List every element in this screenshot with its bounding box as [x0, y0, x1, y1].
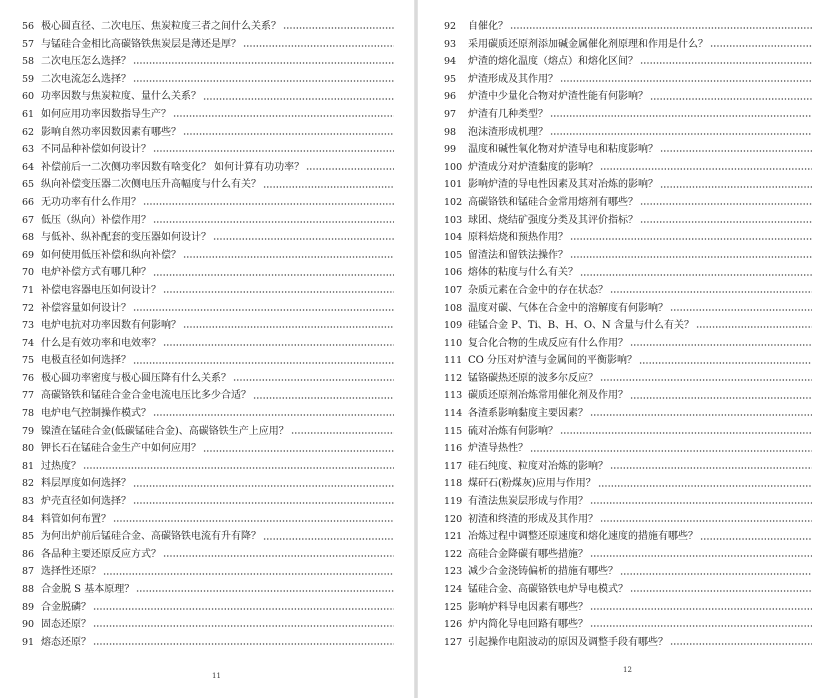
dot-leader — [570, 256, 812, 258]
toc-entry-number: 98 — [444, 126, 457, 138]
toc-entry-title: 合金脱 S 基本原理？ — [41, 584, 135, 595]
dot-leader — [93, 608, 394, 610]
toc-entry[interactable] — [22, 528, 394, 546]
dot-leader — [133, 62, 394, 64]
toc-entry[interactable] — [22, 581, 394, 599]
dot-leader — [590, 502, 812, 504]
toc-entry-title: 电极直径如何选择？ — [41, 355, 131, 367]
toc-entry-number: 82 — [22, 478, 35, 490]
dot-leader — [163, 344, 394, 346]
dot-leader — [253, 397, 394, 399]
toc-entry-number: 116 — [444, 443, 463, 455]
toc-entry-number: 96 — [444, 91, 457, 103]
dot-leader — [630, 590, 812, 592]
toc-entry[interactable] — [444, 335, 812, 353]
dot-leader — [610, 467, 812, 469]
toc-entry[interactable] — [444, 247, 812, 265]
toc-entry-title: CO 分压对炉渣与金属间的平衡影响？ — [468, 355, 638, 367]
toc-entry-number: 76 — [22, 372, 35, 384]
toc-entry[interactable] — [444, 634, 812, 652]
dot-leader — [133, 362, 394, 364]
table-of-contents-right — [444, 18, 812, 651]
dot-leader — [660, 150, 812, 152]
toc-entry[interactable] — [22, 18, 394, 36]
toc-entry-title: 选择性还原？ — [41, 566, 101, 578]
dot-leader — [710, 45, 812, 47]
toc-entry-title: 纵向补偿变压器二次侧电压升高幅度与什么有关？ — [41, 179, 261, 191]
toc-entry[interactable] — [22, 300, 394, 318]
dot-leader — [590, 414, 812, 416]
toc-entry-title: 原料焙烧和预热作用？ — [468, 232, 568, 244]
dot-leader — [153, 150, 394, 152]
toc-entry[interactable] — [22, 599, 394, 617]
toc-entry-number: 122 — [444, 548, 463, 560]
dot-leader — [598, 485, 812, 487]
toc-entry-number: 71 — [22, 284, 35, 296]
dot-leader — [213, 238, 394, 240]
dot-leader — [153, 274, 394, 276]
toc-entry[interactable] — [22, 36, 394, 54]
dot-leader — [133, 309, 394, 311]
dot-leader — [530, 450, 812, 452]
dot-leader — [620, 573, 812, 575]
toc-entry[interactable] — [22, 53, 394, 71]
toc-entry-title: 无功功率有什么作用？ — [41, 196, 141, 208]
toc-entry-number: 104 — [444, 232, 463, 244]
toc-entry[interactable] — [22, 458, 394, 476]
dot-leader — [630, 397, 812, 399]
toc-entry[interactable] — [22, 317, 394, 335]
dot-leader — [263, 186, 394, 188]
toc-entry-title: 极心圆直径、二次电压、焦炭粒度三者之间什么关系？ — [41, 21, 281, 32]
dot-leader — [183, 256, 394, 258]
toc-entry[interactable] — [444, 71, 812, 89]
dot-leader — [203, 450, 394, 452]
toc-entry-title: 温度对碳、气体在合金中的溶解度有何影响？ — [468, 302, 668, 314]
dot-leader — [590, 608, 812, 610]
toc-entry-number: 94 — [444, 56, 457, 68]
toc-entry-title: 硅石纯度、粒度对冶炼的影响？ — [468, 460, 608, 472]
toc-entry-number: 58 — [22, 56, 35, 68]
dot-leader — [263, 538, 394, 540]
dot-leader — [163, 555, 394, 557]
toc-entry[interactable] — [444, 53, 812, 71]
dot-leader — [93, 643, 394, 645]
toc-entry[interactable] — [444, 159, 812, 177]
toc-entry-number: 105 — [444, 249, 463, 261]
toc-entry-number: 99 — [444, 144, 457, 156]
toc-entry-number: 111 — [444, 355, 463, 367]
toc-entry[interactable] — [22, 563, 394, 581]
toc-entry-title: 过热度？ — [41, 460, 81, 472]
dot-leader — [133, 80, 394, 82]
toc-entry-number: 83 — [22, 496, 35, 508]
toc-entry[interactable] — [22, 352, 394, 370]
toc-entry-title: 低压（纵向）补偿作用？ — [41, 214, 151, 226]
toc-entry-title: 补偿容量如何设计？ — [41, 302, 131, 314]
toc-entry-title: 影响炉料导电因素有哪些？ — [468, 601, 588, 613]
toc-entry-number: 62 — [22, 126, 35, 138]
table-of-contents-left — [22, 18, 394, 651]
toc-entry-number: 93 — [444, 38, 457, 50]
toc-entry-title: 二次电压怎么选择？ — [41, 56, 131, 68]
toc-entry-number: 95 — [444, 73, 457, 85]
toc-entry[interactable] — [22, 159, 394, 177]
toc-entry-number: 57 — [22, 38, 35, 50]
dot-leader — [696, 326, 812, 328]
toc-entry-title: 合金脱磷？ — [41, 601, 91, 613]
toc-entry-title: 球团、烧结矿强度分类及其评价指标？ — [468, 214, 638, 226]
toc-entry-title: 留渣法和留铁法操作？ — [468, 249, 568, 261]
toc-entry[interactable] — [444, 141, 812, 159]
dot-leader — [93, 625, 394, 627]
toc-entry[interactable] — [444, 18, 812, 36]
toc-entry[interactable] — [444, 528, 812, 546]
toc-entry-number: 126 — [444, 619, 463, 631]
dot-leader — [650, 98, 812, 100]
toc-entry-title: 高碳铬铁和锰硅合金常用熔剂有哪些？ — [468, 196, 638, 208]
toc-entry-number: 84 — [22, 513, 35, 525]
toc-entry[interactable] — [22, 106, 394, 124]
toc-entry-number: 89 — [22, 601, 35, 613]
toc-entry-title: 炉内简化导电回路有哪些？ — [468, 619, 588, 631]
toc-entry[interactable] — [22, 335, 394, 353]
toc-entry[interactable] — [22, 282, 394, 300]
toc-entry[interactable] — [22, 546, 394, 564]
toc-entry-number: 64 — [22, 161, 35, 173]
toc-entry-title: 炉渣有几种类型？ — [468, 108, 548, 120]
toc-entry-title: 镍渣在锰硅合金(低碳锰硅合金)、高碳铬铁生产上应用？ — [41, 425, 289, 437]
dot-leader — [243, 45, 394, 47]
dot-leader — [560, 80, 812, 82]
toc-entry-number: 92 — [444, 21, 457, 32]
toc-entry-number: 127 — [444, 636, 463, 648]
toc-entry-title: 如何使用低压补偿和纵向补偿？ — [41, 249, 181, 261]
dot-leader — [283, 27, 394, 29]
toc-entry-title: 不同品种补偿如何设计？ — [41, 144, 151, 156]
toc-entry-number: 61 — [22, 108, 35, 120]
toc-entry[interactable] — [22, 264, 394, 282]
toc-entry-number: 77 — [22, 390, 35, 402]
toc-entry-title: 炉壳直径如何选择？ — [41, 496, 131, 508]
toc-entry[interactable] — [22, 440, 394, 458]
toc-entry[interactable] — [444, 563, 812, 581]
toc-entry-title: 料管如何布置？ — [41, 513, 111, 525]
toc-entry-title: 如何应用功率因数指导生产？ — [41, 108, 171, 120]
dot-leader — [610, 291, 812, 293]
toc-entry-number: 117 — [444, 460, 463, 472]
toc-entry-number: 97 — [444, 108, 457, 120]
dot-leader — [143, 203, 394, 205]
toc-entry-number: 101 — [444, 179, 463, 191]
toc-entry-number: 80 — [22, 443, 35, 455]
toc-entry-title: 减少合金浇铸偏析的措施有哪些？ — [468, 566, 618, 578]
toc-entry-number: 56 — [22, 21, 35, 32]
toc-entry[interactable] — [22, 493, 394, 511]
toc-entry[interactable] — [22, 423, 394, 441]
toc-entry-title: 影响自然功率因数因素有哪些？ — [41, 126, 181, 138]
toc-entry[interactable] — [444, 36, 812, 54]
toc-entry-number: 65 — [22, 179, 35, 191]
toc-entry[interactable] — [444, 88, 812, 106]
toc-entry-title: 硫对冶炼有何影响？ — [468, 425, 558, 437]
toc-entry[interactable] — [22, 475, 394, 493]
toc-entry[interactable] — [444, 546, 812, 564]
toc-entry-title: 炉渣导热性？ — [468, 443, 528, 455]
toc-entry[interactable] — [444, 599, 812, 617]
toc-entry[interactable] — [22, 212, 394, 230]
toc-entry-number: 106 — [444, 267, 463, 279]
dot-leader — [660, 186, 812, 188]
toc-entry-title: 锰铬碳热还原的波多尔反应？ — [468, 372, 598, 384]
toc-entry[interactable] — [22, 194, 394, 212]
toc-entry[interactable] — [22, 370, 394, 388]
toc-entry[interactable] — [444, 581, 812, 599]
toc-entry-number: 124 — [444, 584, 463, 595]
dot-leader — [640, 62, 812, 64]
toc-entry[interactable] — [22, 124, 394, 142]
toc-entry[interactable] — [22, 405, 394, 423]
dot-leader — [670, 309, 812, 311]
toc-entry-title: 复合化合物的生成反应有什么作用？ — [468, 337, 628, 349]
toc-entry-number: 70 — [22, 267, 35, 279]
dot-leader — [670, 643, 812, 645]
toc-entry-title: 固态还原？ — [41, 619, 91, 631]
toc-entry-number: 90 — [22, 619, 35, 631]
dot-leader — [600, 379, 812, 381]
toc-entry-title: 二次电流怎么选择？ — [41, 73, 131, 85]
toc-entry-number: 113 — [444, 390, 463, 402]
dot-leader — [153, 414, 394, 416]
toc-entry-number: 68 — [22, 232, 35, 244]
toc-entry-number: 103 — [444, 214, 463, 226]
toc-entry-title: 锰硅合金、高碳铬铁电炉导电模式？ — [468, 584, 628, 595]
toc-entry-number: 109 — [444, 320, 463, 332]
toc-entry[interactable] — [22, 176, 394, 194]
toc-entry[interactable] — [444, 282, 812, 300]
toc-entry-title: 炉渣成分对炉渣黏度的影响？ — [468, 161, 598, 173]
toc-entry-title: 钾长石在锰硅合金生产中如何应用？ — [41, 443, 201, 455]
toc-entry-title: 温度和碱性氧化物对炉渣导电和粘度影响？ — [468, 144, 658, 156]
dot-leader — [550, 133, 812, 135]
toc-entry[interactable] — [444, 511, 812, 529]
toc-entry-number: 59 — [22, 73, 35, 85]
toc-entry[interactable] — [22, 88, 394, 106]
toc-entry-title: 料层厚度如何选择？ — [41, 478, 131, 490]
toc-entry-number: 123 — [444, 566, 463, 578]
toc-entry-title: 冶炼过程中调整还原速度和熔化速度的措施有哪些？ — [468, 531, 698, 543]
toc-entry-title: 功率因数与焦炭粒度、量什么关系？ — [41, 91, 201, 103]
dot-leader — [113, 520, 394, 522]
dot-leader — [590, 555, 812, 557]
dot-leader — [600, 168, 812, 170]
dot-leader — [163, 291, 394, 293]
dot-leader — [83, 467, 394, 469]
toc-entry-number: 108 — [444, 302, 463, 314]
toc-entry-title: 高硅合金降碳有哪些措施？ — [468, 548, 588, 560]
toc-entry-number: 78 — [22, 408, 35, 420]
toc-entry-number: 81 — [22, 460, 35, 472]
toc-entry[interactable] — [22, 247, 394, 265]
toc-entry-title: 与锰硅合金相比高碳铬铁焦炭层是薄还是厚？ — [41, 38, 241, 50]
toc-entry-number: 115 — [444, 425, 463, 437]
toc-entry-title: 电炉电抗对功率因数有何影响？ — [41, 320, 181, 332]
toc-entry-number: 107 — [444, 284, 463, 296]
dot-leader — [291, 432, 394, 434]
toc-entry[interactable] — [444, 423, 812, 441]
toc-entry-number: 100 — [444, 161, 463, 173]
toc-entry[interactable] — [444, 317, 812, 335]
dot-leader — [590, 625, 812, 627]
toc-entry-title: 炉渣中少量化合物对炉渣性能有何影响？ — [468, 91, 648, 103]
toc-entry-number: 74 — [22, 337, 35, 349]
dot-leader — [640, 221, 812, 223]
toc-entry[interactable] — [444, 176, 812, 194]
toc-entry[interactable] — [444, 370, 812, 388]
dot-leader — [580, 274, 812, 276]
toc-entry-title: 补偿前后一二次侧功率因数有啥变化？ 如何计算有功功率？ — [41, 161, 305, 173]
toc-entry-title: 有渣法焦炭层形成与作用？ — [468, 496, 588, 508]
toc-entry-title: 引起操作电阻波动的原因及调整手段有哪些？ — [468, 636, 668, 648]
toc-entry[interactable] — [22, 141, 394, 159]
toc-entry-title: 各品种主要还原反应方式？ — [41, 548, 161, 560]
toc-entry-title: 极心圆功率密度与极心圆压降有什么关系？ — [41, 372, 231, 384]
toc-entry[interactable] — [22, 71, 394, 89]
toc-entry[interactable] — [22, 634, 394, 652]
dot-leader — [639, 362, 812, 364]
toc-entry-number: 87 — [22, 566, 35, 578]
dot-leader — [103, 573, 394, 575]
dot-leader — [560, 432, 812, 434]
toc-entry-number: 114 — [444, 408, 463, 420]
toc-entry-number: 119 — [444, 496, 463, 508]
toc-entry[interactable] — [444, 475, 812, 493]
toc-entry[interactable] — [444, 264, 812, 282]
toc-entry-number: 69 — [22, 249, 35, 261]
toc-entry[interactable] — [444, 212, 812, 230]
toc-entry-title: 与低补、纵补配套的变压器如何设计？ — [41, 232, 211, 244]
toc-entry-number: 88 — [22, 584, 35, 595]
toc-entry-number: 112 — [444, 372, 463, 384]
toc-entry[interactable] — [22, 511, 394, 529]
toc-entry-number: 121 — [444, 531, 463, 543]
dot-leader — [510, 27, 812, 29]
dot-leader — [640, 203, 812, 205]
toc-entry[interactable] — [444, 440, 812, 458]
toc-entry[interactable] — [444, 352, 812, 370]
toc-entry-title: 泡沫渣形成机理？ — [468, 126, 548, 138]
page-number-right: 12 — [623, 666, 632, 674]
toc-entry-title: 初渣和终渣的形成及其作用？ — [468, 513, 598, 525]
toc-entry-title: 补偿电容器电压如何设计？ — [41, 284, 161, 296]
left-page — [0, 0, 414, 698]
toc-entry[interactable] — [444, 124, 812, 142]
toc-entry[interactable] — [444, 387, 812, 405]
toc-entry[interactable] — [444, 493, 812, 511]
toc-entry-number: 66 — [22, 196, 35, 208]
toc-entry-number: 102 — [444, 196, 463, 208]
toc-entry[interactable] — [444, 194, 812, 212]
toc-entry-title: 采用碳质还原剂添加碱金属催化剂原理和作用是什么？ — [468, 38, 708, 50]
toc-entry[interactable] — [22, 616, 394, 634]
toc-entry-number: 73 — [22, 320, 35, 332]
toc-entry-number: 125 — [444, 601, 463, 613]
dot-leader — [550, 115, 812, 117]
toc-entry-title: 煤矸石(粉煤灰)应用与作用？ — [468, 478, 596, 490]
toc-entry[interactable] — [22, 229, 394, 247]
toc-entry-number: 79 — [22, 425, 35, 437]
toc-entry-number: 85 — [22, 531, 35, 543]
dot-leader — [153, 221, 394, 223]
toc-entry-number: 72 — [22, 302, 35, 314]
toc-entry-title: 什么是有效功率和电效率？ — [41, 337, 161, 349]
toc-entry-title: 电炉电气控制操作模式？ — [41, 408, 151, 420]
toc-entry-title: 各渣系影响黏度主要因素？ — [468, 408, 588, 420]
toc-entry[interactable] — [444, 405, 812, 423]
toc-entry[interactable] — [444, 300, 812, 318]
toc-entry-title: 为何出炉前后锰硅合金、高碳铬铁电流有升有降？ — [41, 531, 261, 543]
toc-entry-title: 自催化？ — [468, 21, 508, 32]
dot-leader — [183, 133, 394, 135]
toc-entry-title: 硅锰合金 P、Ti、B、H、O、N 含量与什么有关？ — [468, 320, 694, 332]
toc-entry[interactable] — [444, 106, 812, 124]
toc-entry-number: 118 — [444, 478, 463, 490]
toc-entry-title: 熔态还原？ — [41, 636, 91, 648]
toc-entry[interactable] — [444, 229, 812, 247]
dot-leader — [233, 379, 394, 381]
toc-entry-number: 63 — [22, 144, 35, 156]
toc-entry-number: 75 — [22, 355, 35, 367]
dot-leader — [600, 520, 812, 522]
dot-leader — [203, 98, 394, 100]
toc-entry-title: 熔体的粘度与什么有关？ — [468, 267, 578, 279]
dot-leader — [133, 502, 394, 504]
right-page — [418, 0, 832, 698]
toc-entry-number: 110 — [444, 337, 463, 349]
toc-entry[interactable] — [22, 387, 394, 405]
page-number-left: 11 — [212, 672, 221, 680]
toc-entry-number: 67 — [22, 214, 35, 226]
toc-entry-title: 碳质还原剂冶炼常用催化剂及作用？ — [468, 390, 628, 402]
dot-leader — [173, 115, 394, 117]
toc-entry-number: 60 — [22, 91, 35, 103]
toc-entry-title: 影响炉渣的导电性因素及其对冶炼的影响？ — [468, 179, 658, 191]
dot-leader — [183, 326, 394, 328]
dot-leader — [700, 538, 812, 540]
dot-leader — [306, 168, 394, 170]
dot-leader — [630, 344, 812, 346]
toc-entry[interactable] — [444, 458, 812, 476]
toc-entry-number: 91 — [22, 636, 35, 648]
toc-entry-number: 86 — [22, 548, 35, 560]
dot-leader — [133, 485, 394, 487]
dot-leader — [570, 238, 812, 240]
toc-entry-title: 炉渣的熔化温度（熔点）和熔化区间？ — [468, 56, 638, 68]
toc-entry[interactable] — [444, 616, 812, 634]
toc-entry-number: 120 — [444, 513, 463, 525]
toc-entry-title: 炉渣形成及其作用？ — [468, 73, 558, 85]
toc-entry-title: 电炉补偿方式有哪几种？ — [41, 267, 151, 279]
dot-leader — [136, 590, 394, 592]
toc-entry-title: 杂质元素在合金中的存在状态？ — [468, 284, 608, 296]
toc-entry-title: 高碳铬铁和锰硅合金合金电流电压比多少合适？ — [41, 390, 251, 402]
